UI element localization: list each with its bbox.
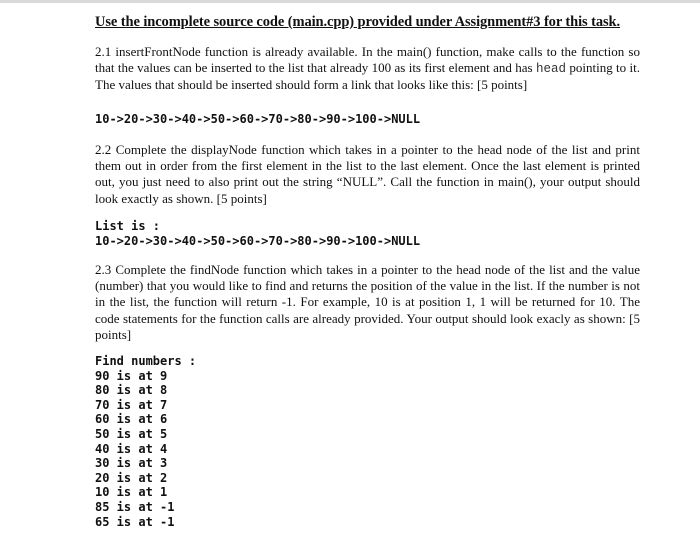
- code-line: 50 is at 5: [95, 426, 168, 441]
- task-heading: Use the incomplete source code (main.cpp) provided under Assignment#3 for this task.: [95, 14, 621, 30]
- code-line: 10->20->30->40->50->60->70->80->90->100->NULL: [95, 233, 421, 248]
- section-2-3-code: [95, 354, 196, 529]
- code-line: 20 is at 2: [95, 470, 168, 485]
- code-line: 80 is at 8: [95, 383, 168, 398]
- section-2-1-code: 10->20->30->40->50->60->70->80->90->100->NULL: [95, 112, 421, 126]
- top-border: [0, 0, 700, 3]
- inline-code-head: head: [535, 62, 566, 77]
- code-line: List is :: [95, 219, 161, 233]
- code-line: 60 is at 6: [95, 412, 168, 427]
- section-2-2-code: [95, 219, 420, 248]
- code-line: 70 is at 7: [95, 397, 168, 412]
- section-2-3-paragraph: 2.3 Complete the findNode function which takes in a pointer to the head node of the list and the value (number) that you would like to find and returns the position of the value in the list. If the number is not in the list, the function will return -1. For example, 10 is at position 1, 1 will be returned for 10. The code statements for the function calls are already provided. Your output should look exacly as shown: [5 points]: [95, 262, 640, 342]
- section-2-1-text-after: pointing to it. The values that should be inserted should form a link that looks like this: [5 points]: [95, 60, 641, 93]
- document-page: [95, 14, 641, 529]
- section-2-1-text-before: 2.1 insertFrontNode function is already available. In the main() function, make calls to the function so that the values can be inserted to the list that already 100 as its first element and has: [95, 44, 640, 76]
- code-line: 30 is at 3: [95, 456, 168, 471]
- section-2-1-paragraph: [95, 44, 640, 94]
- code-line: 40 is at 4: [95, 441, 168, 456]
- code-line: Find numbers :: [95, 354, 197, 368]
- code-line: 10 is at 1: [95, 485, 168, 500]
- code-line: 65 is at -1: [95, 514, 175, 529]
- code-line: 90 is at 9: [95, 368, 168, 383]
- section-2-2-paragraph: 2.2 Complete the displayNode function which takes in a pointer to the head node of the list and print them out in order from the first element in the list to the last element. Once the last element is printed out, you just need to also print out the string “NULL”. Call the function in main(), your output should look exactly as shown. [5 points]: [95, 142, 640, 206]
- code-line: 85 is at -1: [95, 499, 175, 514]
